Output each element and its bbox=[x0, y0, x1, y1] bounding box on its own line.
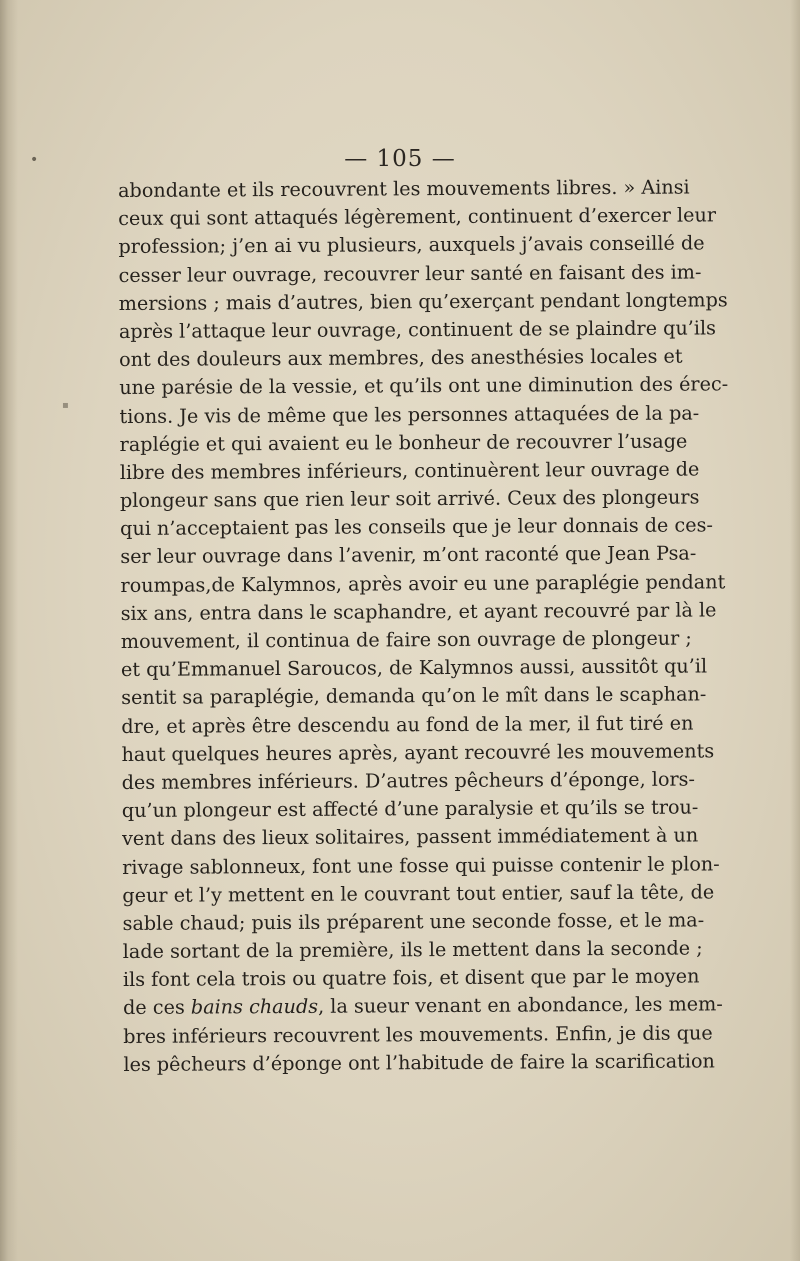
body-text bbox=[118, 174, 729, 1079]
text-line: geur et l’y mettent en le couvrant tout entier, sauf la tête, de bbox=[122, 880, 715, 907]
text-line: roumpas,de Kalymnos, après avoir eu une paraplégie pendant bbox=[120, 569, 726, 597]
text-line: plongeur sans que rien leur soit arrivé. Ceux des plongeurs bbox=[119, 485, 700, 513]
text-line: les pêcheurs d’éponge ont l’habitude de faire la scarification bbox=[123, 1049, 715, 1076]
text-line: libre des membres inférieurs, continuèrent leur ouvrage de bbox=[119, 457, 700, 484]
text-line: des membres inférieurs. D’autres pêcheurs d’éponge, lors- bbox=[121, 767, 696, 794]
text-line: tions. Je vis de même que les personnes attaquées de la pa- bbox=[119, 400, 700, 428]
text-line: et qu’Emmanuel Saroucos, de Kalymnos aussi, aussitôt qu’il bbox=[120, 654, 708, 682]
text-line: haut quelques heures après, ayant recouvré les mouvements bbox=[121, 739, 715, 766]
text-line: abondante et ils recouvrent les mouvements libres. » Ainsi bbox=[118, 175, 690, 202]
text-line: une parésie de la vessie, et qu’ils ont une diminution des érec- bbox=[119, 372, 729, 400]
page-number-header: — 105 — bbox=[344, 146, 456, 172]
text-line: lade sortant de la première, ils le mettent dans la seconde ; bbox=[122, 936, 703, 964]
text-line: mouvement, il continua de faire son ouvrage de plongeur ; bbox=[120, 626, 692, 653]
text-line: profession; j’en ai vu plusieurs, auxquels j’avais conseillé de bbox=[118, 231, 705, 259]
text-line: mersions ; mais d’autres, bien qu’exerçant pendant longtemps bbox=[118, 288, 728, 315]
text-line: ceux qui sont attaqués légèrement, continuent d’exercer leur bbox=[118, 203, 717, 231]
ink-speck-mark: ▪ bbox=[62, 400, 69, 411]
text-line: qui n’acceptaient pas les conseils que je leur donnais de ces- bbox=[120, 513, 713, 541]
text-line: sable chaud; puis ils préparent une seconde fosse, et le ma- bbox=[122, 908, 705, 935]
text-line: ils font cela trois ou quatre fois, et disent que par le moyen bbox=[122, 964, 700, 992]
page-gutter-shadow bbox=[0, 0, 18, 1261]
text-line-with-italic bbox=[123, 991, 723, 1023]
text-line: raplégie et qui avaient eu le bonheur de recouvrer l’usage bbox=[119, 429, 688, 456]
text-line: cesser leur ouvrage, recouvrer leur santé en faisant des im- bbox=[118, 260, 702, 287]
text-fragment: de ces bbox=[123, 996, 191, 1020]
text-line: bres inférieurs recouvrent les mouvements. Enfin, je dis que bbox=[123, 1021, 713, 1048]
ink-spot-mark: • bbox=[30, 152, 39, 168]
text-line: rivage sablonneux, font une fosse qui puisse contenir le plon- bbox=[122, 851, 720, 879]
text-line: vent dans des lieux solitaires, passent immédiatement à un bbox=[121, 823, 699, 851]
text-line: qu’un plongeur est affecté d’une paralysie et qu’ils se trou- bbox=[121, 795, 699, 823]
page-edge-shadow bbox=[790, 0, 800, 1261]
text-line: ont des douleurs aux membres, des anesthésies locales et bbox=[119, 344, 683, 372]
text-line: dre, et après être descendu au fond de la mer, il fut tiré en bbox=[121, 711, 694, 738]
italic-phrase: bains chauds bbox=[190, 995, 319, 1020]
text-line: sentit sa paraplégie, demanda qu’on le mît dans le scaphan- bbox=[121, 682, 707, 710]
text-line: six ans, entra dans le scaphandre, et ayant recouvré par là le bbox=[120, 598, 717, 625]
text-line: ser leur ouvrage dans l’avenir, m’ont raconté que Jean Psa- bbox=[120, 541, 697, 569]
text-fragment: , la sueur venant en abondance, les mem- bbox=[318, 992, 723, 1019]
text-line: après l’attaque leur ouvrage, continuent de se plaindre qu’ils bbox=[118, 316, 717, 343]
